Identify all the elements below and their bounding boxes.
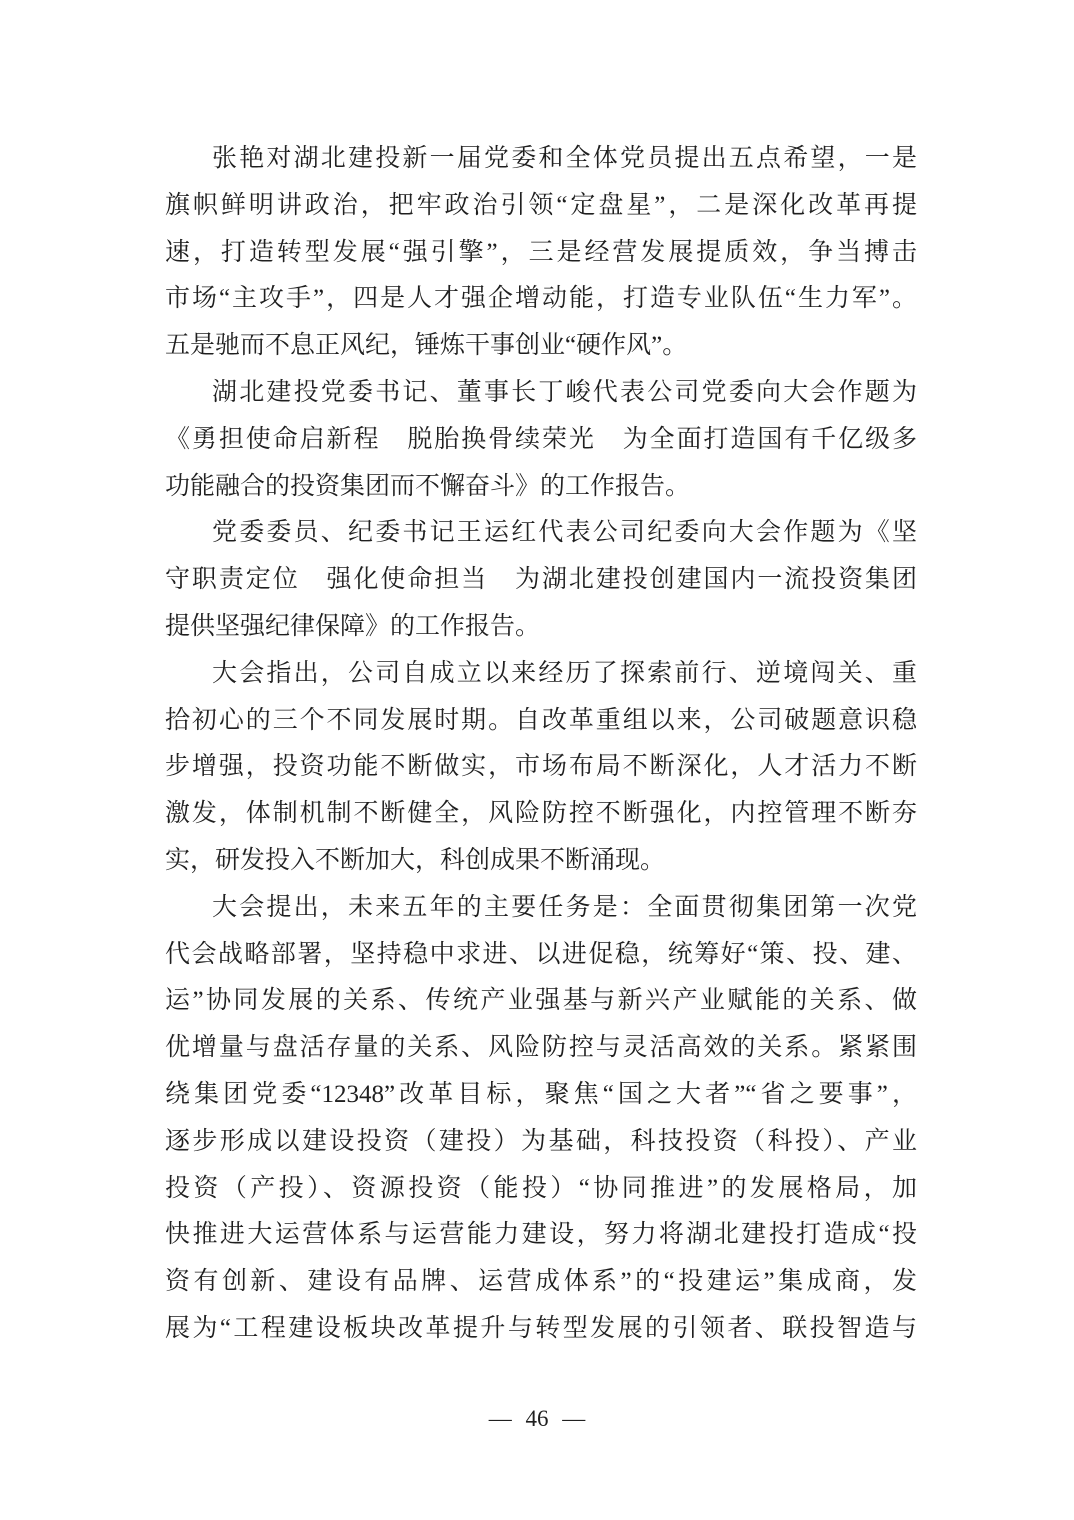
- text-line: 实，研发投入不断加大，科创成果不断涌现。: [165, 846, 666, 874]
- text-line: 《勇担使命启新程 脱胎换骨续荣光 为全面打造国有千亿级多: [165, 425, 917, 453]
- text-line: 优增量与盘活存量的关系、风险防控与灵活高效的关系。紧紧围: [165, 1034, 917, 1062]
- text-line: 大会指出，公司自成立以来经历了探索前行、逆境闯关、重: [212, 659, 917, 687]
- text-line: 五是驰而不息正风纪，锤炼干事创业“硬作风”。: [165, 332, 688, 360]
- text-line: 步增强，投资功能不断做实，市场布局不断深化，人才活力不断: [165, 753, 917, 781]
- paragraph: [165, 651, 917, 885]
- text-line: 速，打造转型发展“强引擎”，三是经营发展提质效，争当搏击: [165, 238, 917, 266]
- text-line: 功能融合的投资集团而不懈奋斗》的工作报告。: [165, 472, 691, 500]
- text-line: 党委委员、纪委书记王运红代表公司纪委向大会作题为《坚: [212, 519, 917, 547]
- text-line: 湖北建投党委书记、董事长丁峻代表公司党委向大会作题为: [212, 378, 917, 406]
- text-line: 市场“主攻手”，四是人才强企增动能，打造专业队伍“生力军”。: [165, 285, 917, 313]
- text-line: 逐步形成以建设投资（建投）为基础，科技投资（科投）、产业: [165, 1127, 917, 1155]
- text-line: 旗帜鲜明讲政治，把牢政治引领“定盘星”，二是深化改革再提: [165, 191, 917, 219]
- text-line: 绕集团党委“12348”改革目标，聚焦“国之大者”“省之要事”，: [165, 1080, 917, 1108]
- paragraph: [165, 510, 917, 650]
- text-line: 资有创新、建设有品牌、运营成体系”的“投建运”集成商，发: [165, 1268, 917, 1296]
- text-line: 守职责定位 强化使命担当 为湖北建投创建国内一流投资集团: [165, 566, 917, 594]
- paragraph: [165, 885, 917, 1353]
- paragraph: [165, 136, 917, 370]
- text-line: 展为“工程建设板块改革提升与转型发展的引领者、联投智造与: [165, 1314, 917, 1342]
- page-number: — 46 —: [488, 1406, 586, 1431]
- text-line: 张艳对湖北建投新一届党委和全体党员提出五点希望，一是: [212, 145, 917, 172]
- text-line: 投资（产投）、资源投资（能投）“协同推进”的发展格局，加: [165, 1174, 917, 1202]
- paragraph: [165, 370, 917, 510]
- document-body: [165, 136, 917, 1353]
- text-line: 代会战略部署，坚持稳中求进、以进促稳，统筹好“策、投、建、: [165, 940, 917, 968]
- text-line: 运”协同发展的关系、传统产业强基与新兴产业赋能的关系、做: [165, 987, 917, 1015]
- text-line: 激发，体制机制不断健全，风险防控不断强化，内控管理不断夯: [165, 800, 917, 828]
- text-line: 大会提出，未来五年的主要任务是：全面贯彻集团第一次党: [212, 893, 917, 921]
- text-line: 提供坚强纪律保障》的工作报告。: [165, 612, 541, 640]
- text-line: 快推进大运营体系与运营能力建设，努力将湖北建投打造成“投: [165, 1221, 917, 1249]
- text-line: 拾初心的三个不同发展时期。自改革重组以来，公司破题意识稳: [165, 706, 917, 734]
